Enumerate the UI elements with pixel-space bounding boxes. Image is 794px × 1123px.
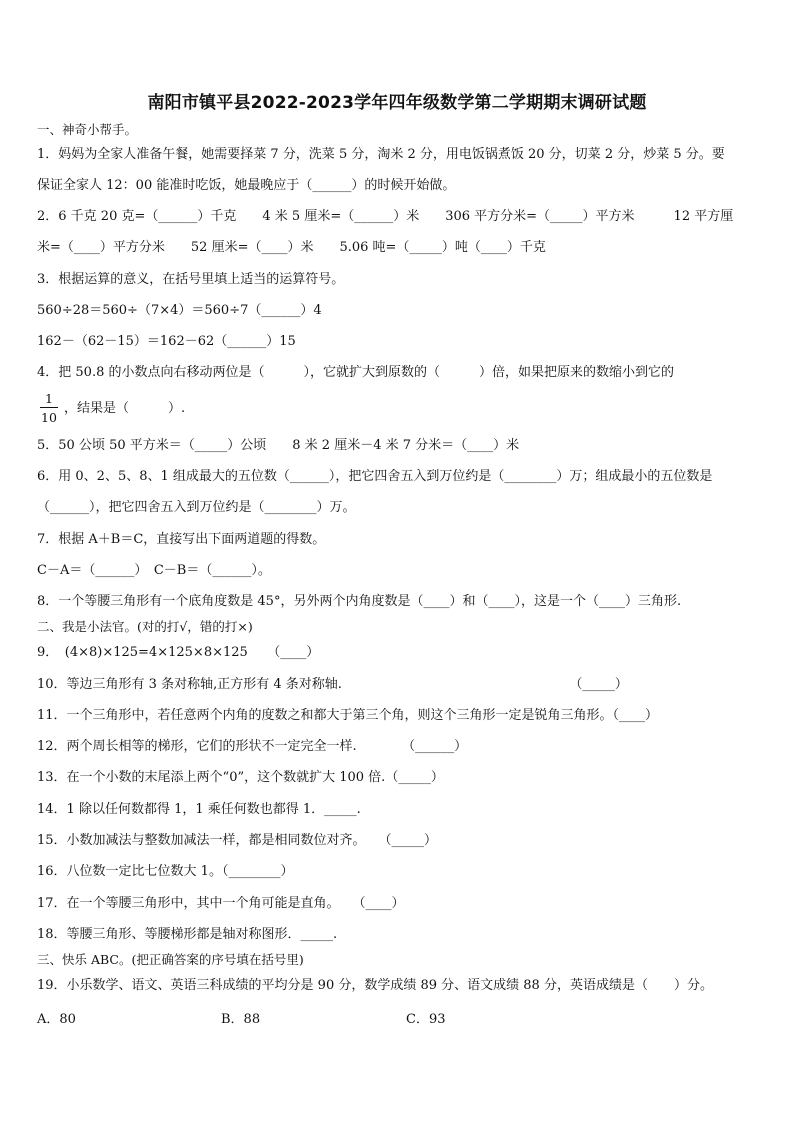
question-18: 18．等腰三角形、等腰梯形都是轴对称图形．_____.: [37, 927, 338, 942]
fraction-numerator: 1: [40, 391, 58, 408]
question-13: 13．在一个小数的末尾添上两个“0”，这个数就扩大 100 倍.（_____）: [37, 770, 444, 785]
question-6-line-1: 6．用 0、2、5、8、1 组成最大的五位数（______），把它四舍五入到万位约是（________）万；组成最小的五位数是: [37, 469, 713, 484]
section-heading-1: 一、神奇小帮手。: [37, 122, 138, 137]
question-14: 14．1 除以任何数都得 1，1 乘任何数也都得 1．_____.: [37, 802, 361, 817]
question-16: 16．八位数一定比七位数大 1。（________）: [37, 864, 294, 879]
question-1-line-1: 1．妈妈为全家人准备午餐，她需要择菜 7 分，洗菜 5 分，淘米 2 分，用电饭锅煮饭 20 分，切菜 2 分，炒菜 5 分。要: [37, 147, 725, 162]
question-2-line-2: 米=（____）平方分米 52 厘米=（____）米 5.06 吨=（_____）吨（____）千克: [37, 240, 546, 255]
question-11: 11．一个三角形中，若任意两个内角的度数之和都大于第三个角，则这个三角形一定是锐角三角形。（____）: [37, 708, 659, 723]
question-19-option-c: C．93: [406, 1012, 446, 1027]
question-6-line-2: （______），把它四舍五入到万位约是（________）万。: [37, 500, 356, 515]
question-4-line-1: 4．把 50.8 的小数点向右移动两位是（ ），它就扩大到原数的（ ）倍，如果把原来的数缩小到它的: [37, 365, 674, 380]
question-19-option-a: A．80: [37, 1012, 76, 1027]
question-7-line-1: 7．根据 A＋B＝C，直接写出下面两道题的得数。: [37, 532, 326, 547]
question-8: 8．一个等腰三角形有一个底角度数是 45°，另外两个内角度数是（____）和（____），这是一个（____）三角形.: [37, 594, 682, 609]
question-4-line-2: ，结果是（ ）.: [64, 401, 186, 416]
question-7-line-2: C－A＝（______） C－B＝（______）。: [37, 563, 271, 578]
question-1-line-2: 保证全家人 12：00 能准时吃饭，她最晚应于（______）的时候开始做。: [37, 178, 456, 193]
question-9: 9． (4×8)×125=4×125×8×125 （____）: [37, 645, 320, 660]
question-3-line-2: 560÷28＝560÷（7×4）＝560÷7（______）4: [37, 303, 322, 318]
question-15: 15．小数加减法与整数加减法一样，都是相同数位对齐。 （_____）: [37, 833, 438, 848]
fraction-denominator: 10: [41, 410, 57, 425]
section-heading-2: 二、我是小法官。(对的打√，错的打×): [37, 619, 253, 634]
fraction-one-tenth: [40, 391, 58, 425]
question-12: 12．两个周长相等的梯形，它们的形状不一定完全一样. （______）: [37, 739, 468, 754]
question-5: 5．50 公顷 50 平方米＝（_____）公顷 8 米 2 厘米－4 米 7 分米＝（____）米: [37, 438, 520, 453]
question-3-line-1: 3．根据运算的意义，在括号里填上适当的运算符号。: [37, 272, 345, 287]
question-19-option-b: B．88: [221, 1012, 261, 1027]
question-3-line-3: 162－（62－15）＝162－62（______）15: [37, 334, 296, 349]
question-17: 17．在一个等腰三角形中，其中一个角可能是直角。 （____）: [37, 896, 405, 911]
section-heading-3: 三、快乐 ABC。(把正确答案的序号填在括号里): [37, 952, 304, 967]
question-19-stem: 19．小乐数学、语文、英语三科成绩的平均分是 90 分，数学成绩 89 分、语文成绩 88 分，英语成绩是（ ）分。: [37, 978, 713, 993]
page-title: 南阳市镇平县2022-2023学年四年级数学第二学期期末调研试题: [147, 93, 647, 113]
question-10: 10．等边三角形有 3 条对称轴,正方形有 4 条对称轴. （_____）: [37, 677, 628, 692]
question-2-line-1: 2．6 千克 20 克=（______）千克 4 米 5 厘米=（______）米 306 平方分米=（_____）平方米 12 平方厘: [37, 209, 734, 224]
